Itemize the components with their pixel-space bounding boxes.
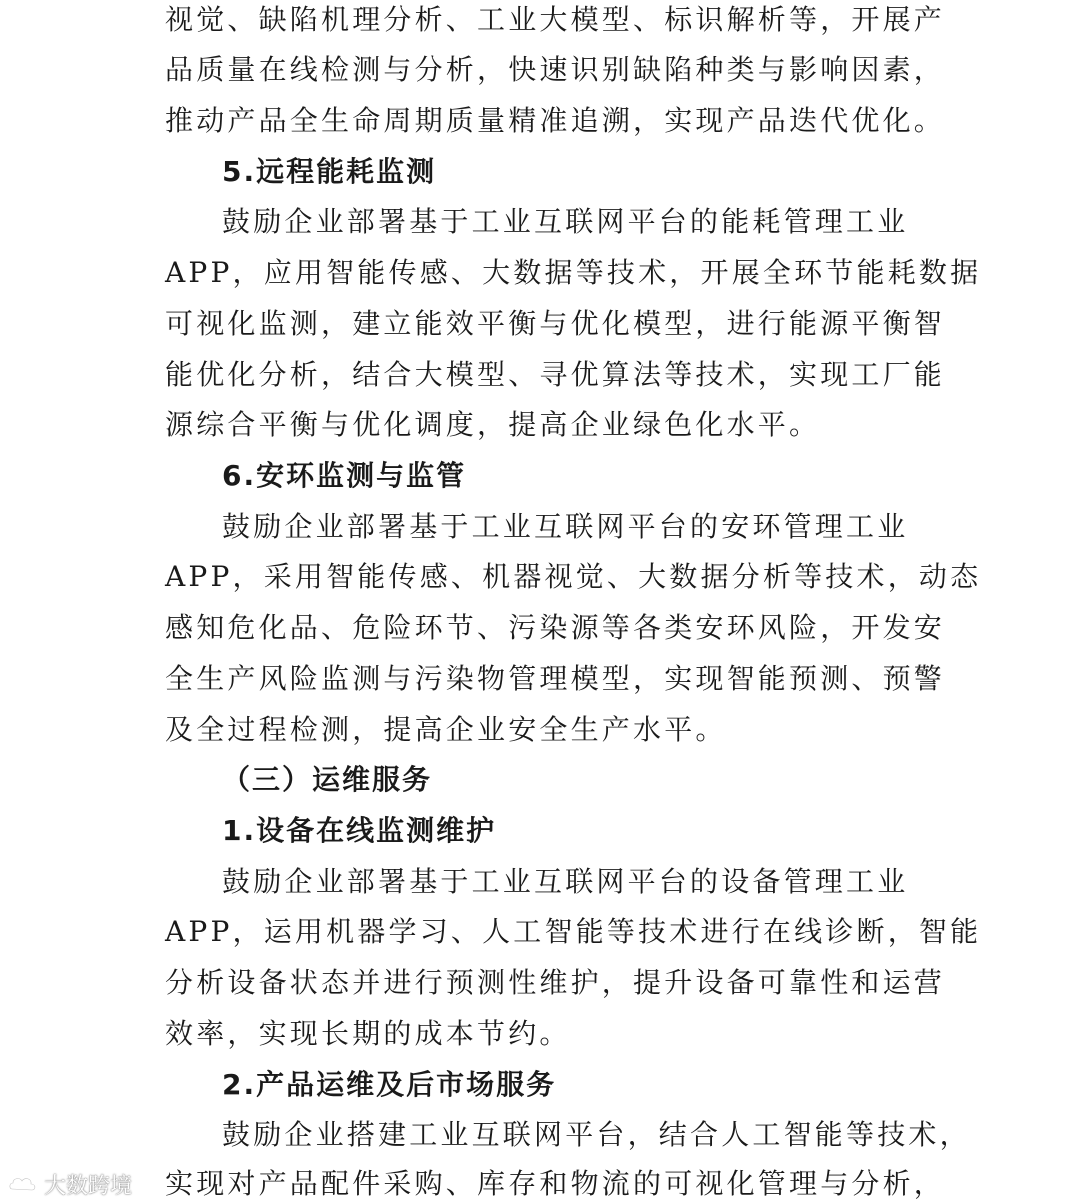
watermark bbox=[8, 1166, 132, 1202]
section-heading: 5.远程能耗监测 bbox=[222, 155, 437, 188]
paragraph-line: 鼓励企业部署基于工业互联网平台的能耗管理工业 bbox=[222, 205, 909, 238]
cloud-logo-icon bbox=[8, 1172, 38, 1196]
paragraph-line: APP，运用机器学习、人工智能等技术进行在线诊断，智能 bbox=[165, 915, 982, 948]
paragraph-line: 感知危化品、危险环节、污染源等各类安环风险，开发安 bbox=[165, 611, 946, 644]
paragraph-line: 源综合平衡与优化调度，提高企业绿色化水平。 bbox=[165, 408, 821, 441]
paragraph-line: 效率，实现长期的成本节约。 bbox=[165, 1017, 571, 1050]
paragraph-line: 全生产风险监测与污染物管理模型，实现智能预测、预警 bbox=[165, 662, 946, 695]
paragraph-line: 能优化分析，结合大模型、寻优算法等技术，实现工厂能 bbox=[165, 358, 946, 391]
paragraph-line: 推动产品全生命周期质量精准追溯，实现产品迭代优化。 bbox=[165, 104, 946, 137]
paragraph-line: 鼓励企业部署基于工业互联网平台的安环管理工业 bbox=[222, 510, 909, 543]
paragraph-line: APP，采用智能传感、机器视觉、大数据分析等技术，动态 bbox=[165, 560, 982, 593]
paragraph-line: 及全过程检测，提高企业安全生产水平。 bbox=[165, 713, 727, 746]
paragraph-line: 可视化监测，建立能效平衡与优化模型，进行能源平衡智 bbox=[165, 307, 946, 340]
paragraph-line: 视觉、缺陷机理分析、工业大模型、标识解析等，开展产 bbox=[165, 3, 946, 36]
paragraph-line: 鼓励企业部署基于工业互联网平台的设备管理工业 bbox=[222, 865, 909, 898]
section-heading: 1.设备在线监测维护 bbox=[222, 814, 497, 847]
watermark-text: 大数跨境 bbox=[44, 1173, 133, 1199]
paragraph-line: 品质量在线检测与分析，快速识别缺陷种类与影响因素， bbox=[165, 53, 946, 86]
paragraph-line: 鼓励企业搭建工业互联网平台，结合人工智能等技术， bbox=[222, 1118, 971, 1151]
section-heading: 6.安环监测与监管 bbox=[222, 459, 467, 492]
paragraph-line: 分析设备状态并进行预测性维护，提升设备可靠性和运营 bbox=[165, 966, 946, 999]
chapter-heading: （三）运维服务 bbox=[222, 763, 433, 796]
paragraph-line: APP，应用智能传感、大数据等技术，开展全环节能耗数据 bbox=[165, 256, 982, 289]
section-heading: 2.产品运维及后市场服务 bbox=[222, 1068, 557, 1101]
paragraph-line: 实现对产品配件采购、库存和物流的可视化管理与分析， bbox=[165, 1167, 946, 1200]
